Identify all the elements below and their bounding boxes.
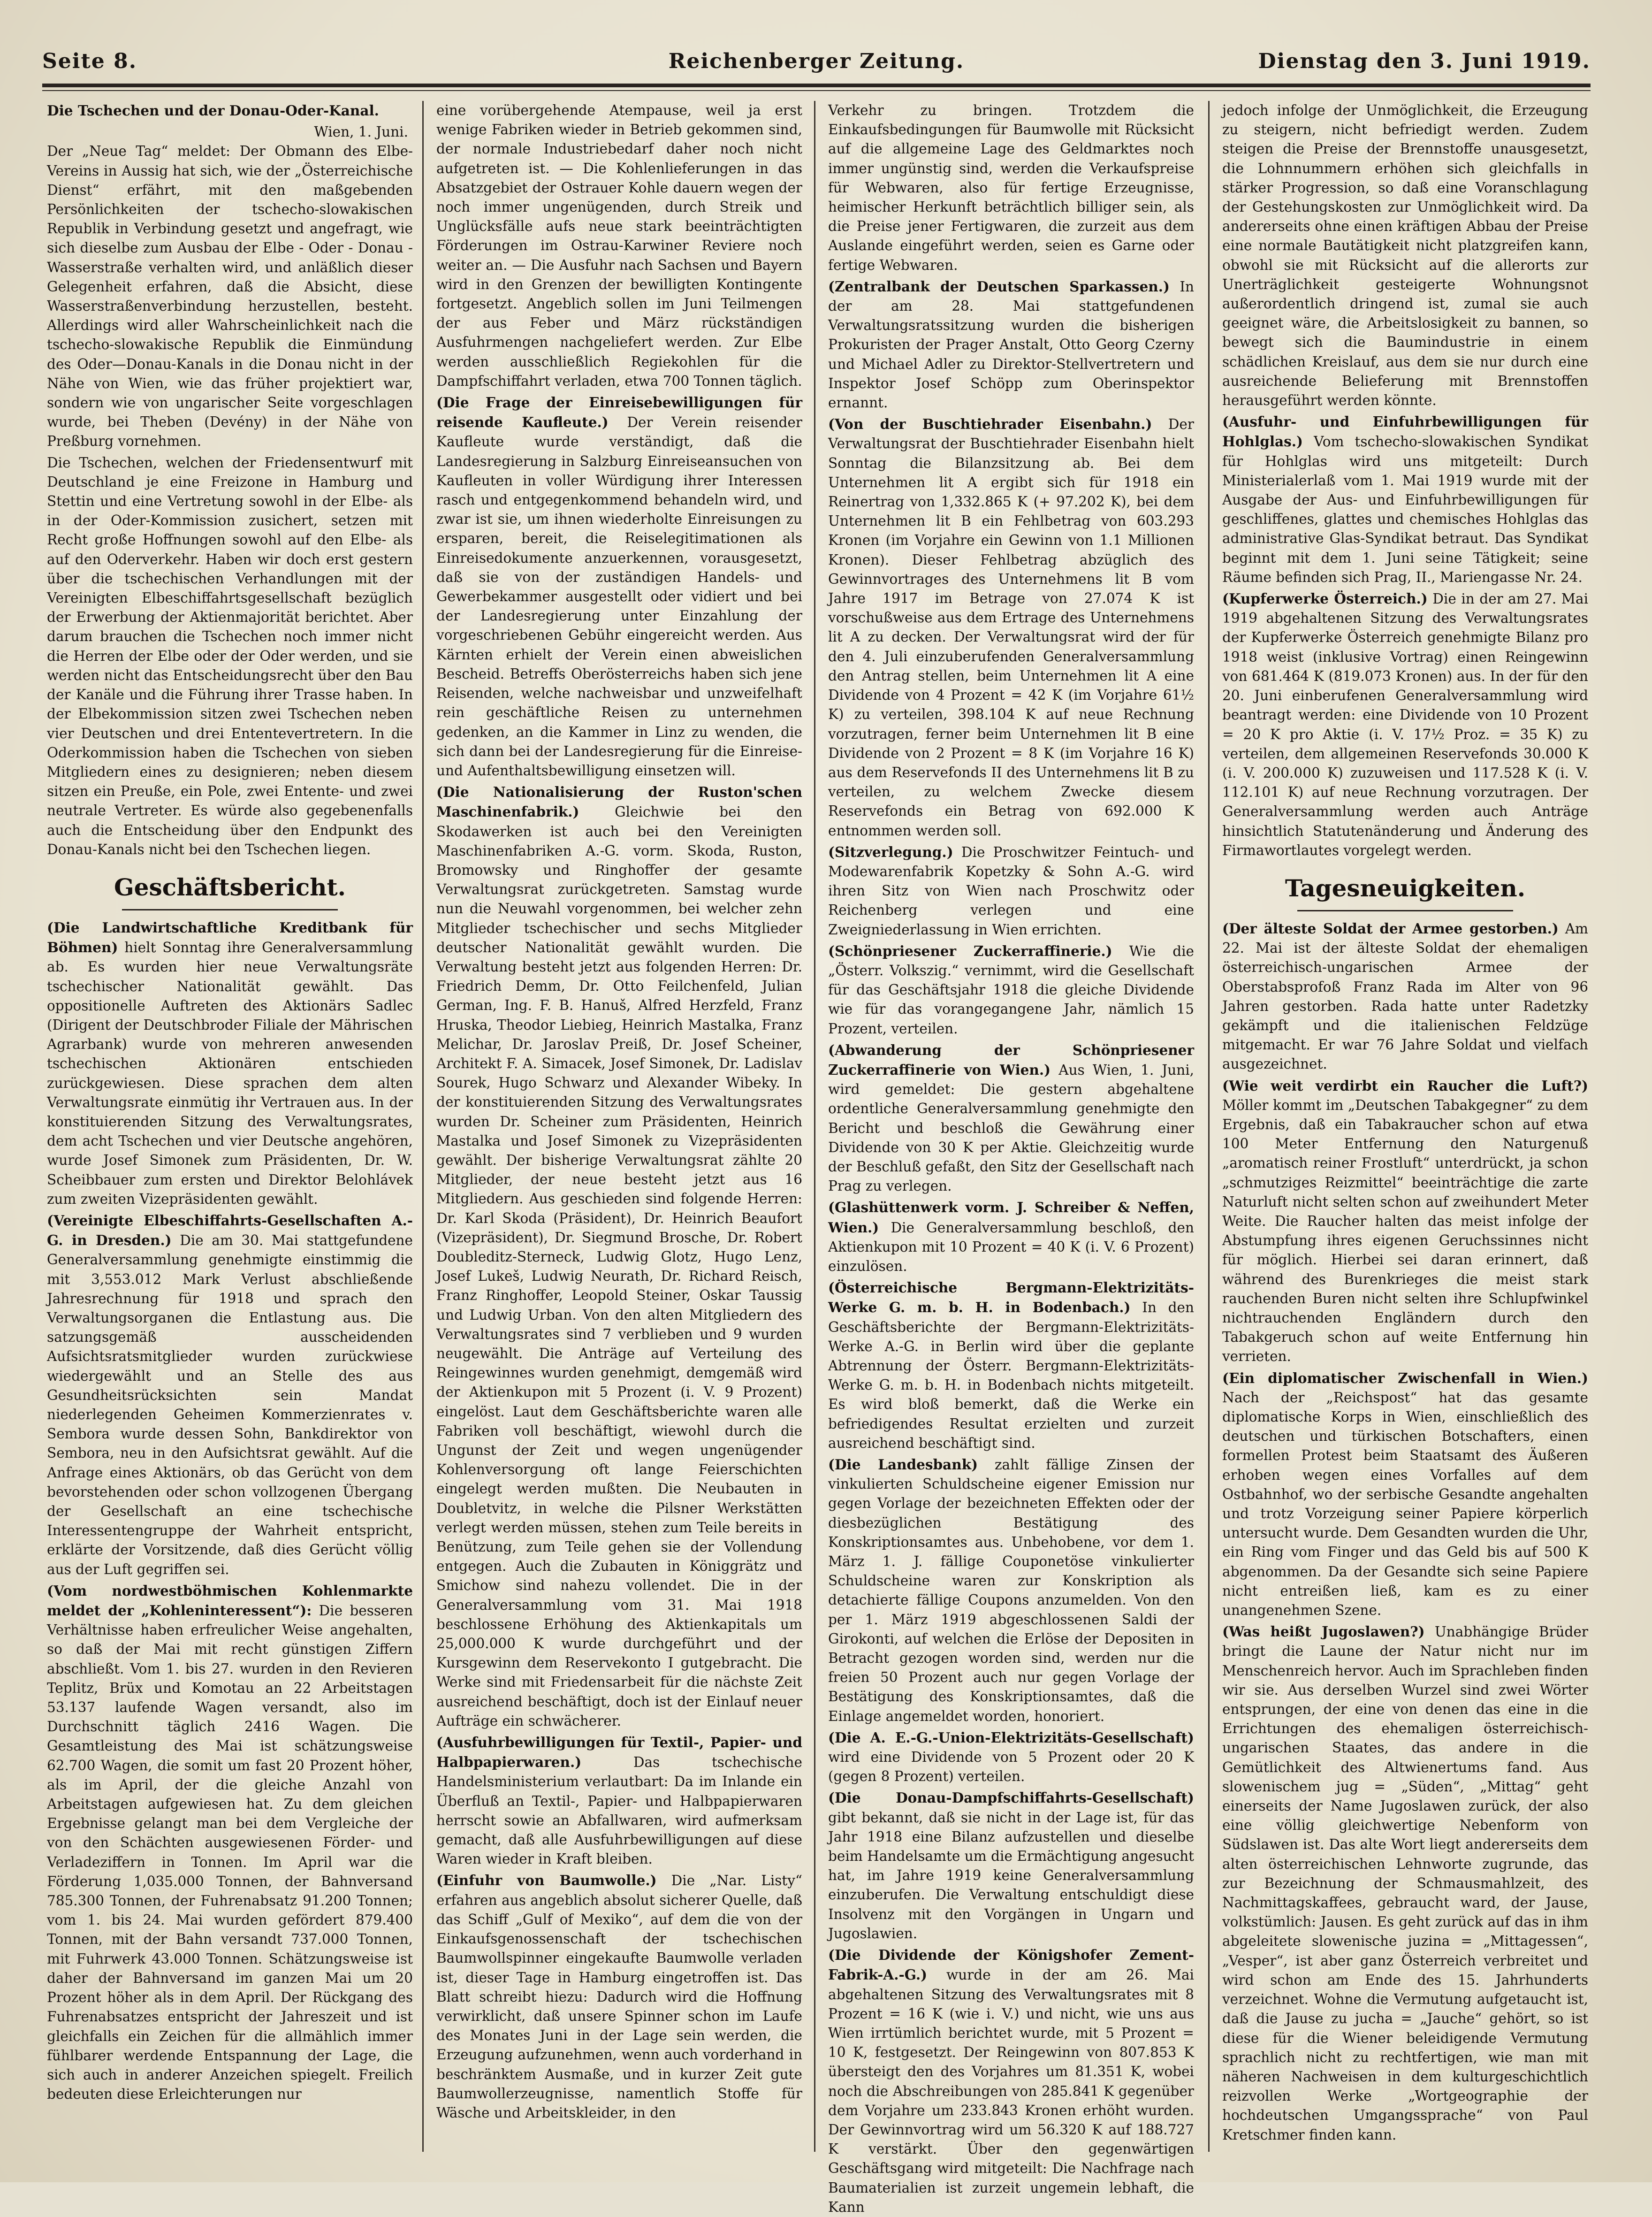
news-item-body: Die in der am 27. Mai 1919 abgehaltenen Sitzung des Verwaltungsrates der Kupferwerke Österreich genehmigte Bilanz pro 1918 weist (inklusive Vortrag) einen Reingewinn von 681.464 K (819.073 Kronen) aus. In der für den 20. Juni einberufenen Generalversammlung wird beantragt werden: eine Dividende von 10 Prozent = 20 K pro Aktie (i. V. 17½ Proz. = 35 K) zu verteilen, dem allgemeinen Reservefonds 30.000 K (i. V. 200.000 K) zuzuweisen und 117.528 K (i. V. 112.101 K) auf neue Rechnung vorzutragen. Der Generalversammlung werden auch Anträge hinsichtlich Statutenänderung und Änderung des Firmawortlautes vorgelegt werden. [1222,591,1589,858]
article-paragraph: eine vorübergehende Atempause, weil ja erst wenige Fabriken wieder in Betrieb gekommen sind, der normale Industriebedarf daher noch nicht aufgetreten ist. — Die Kohlenlieferungen in das Absatzgebiet der Ostrauer Kohle dauern wegen der noch immer ungenügenden, durch Streik und Unglücksfälle aufs neue stark beeinträchtigten Förderungen im Ostrau-Karwiner Reviere noch weiter an. — Die Ausfuhr nach Sachsen und Bayern wird in den Grenzen der bewilligten Kontingente fortgesetzt. Angeblich sollen im Juni Teilmengen der aus Feber und März rückständigen Ausfuhrmengen nachgeliefert werden. Zur Elbe werden ausschließlich Regiekohlen für die Dampfschiffahrt verladen, etwa 700 Tonnen täglich. [436,102,802,389]
news-item-title: (Österreichische Bergmann-Elektrizitäts-Werke G. m. b. H. in Bodenbach.) [828,1279,1194,1316]
news-item-title: (Schönpriesener Zuckerraffinerie.) [828,942,1112,959]
news-item-body: Die am 30. Mai stattgefundene Generalversammlung genehmigte einstimmig die mit 3,553.012 Mark Verlust abschließende Jahresrechnung für 1918 und sprach den Verwaltungsorganen die Entlastung aus. Die satzungsgemäß ausscheidenden Aufsichtsratsmitglieder wurden zurückwiese wiedergewählt und an Stelle des aus Gesundheitsrücksichten sein Mandat niederlegenden Geheimen Kommerzienrates v. Sembora wurde dessen Sohn, Bankdirektor von Sembora, neu in den Aufsichtsrat gewählt. Auf die Anfrage eines Aktionärs, ob das Gerücht von dem bevorstehenden oder schon vollzogenen Übergang der Gesellschaft an eine tschechische Interessentengruppe der Wahrheit entspricht, erklärte der Vorsitzende, daß dies Gerücht völlig aus der Luft gegriffen sei. [47,1232,413,1577]
section-heading: Geschäftsbericht. [114,873,346,901]
issue-date: Dienstag den 3. Juni 1919. [1258,49,1591,73]
column-4 [1222,101,1588,2152]
news-item-body: wird eine Dividende von 5 Prozent oder 20 K (gegen 8 Prozent) verteilen. [828,1749,1194,1785]
column-3 [828,101,1195,2215]
news-item-body: Die Proschwitzer Feintuch- und Modewarenfabrik Kopetzky & Sohn A.-G. wird ihren Sitz von Wien nach Proschwitz oder Reichenberg verlegen und eine Zweigniederlassung in Wien errichten. [828,844,1194,938]
news-item [1222,589,1588,860]
news-item-title: (Zentralbank der Deutschen Sparkassen.) [828,278,1170,295]
news-item-body: Wie die „Österr. Volkszig.“ vernimmt, wird die Gesellschaft für das Geschäftsjahr 1918 die gleiche Dividende wie für das vorangegangene Jahr, nämlich 15 Prozent, verteilen. [828,943,1194,1037]
dateline: Wien, 1. Juni. [314,124,408,140]
news-item-title: (Glashüttenwerk vorm. J. Schreiber & Neffen, Wien.) [828,1199,1194,1236]
news-item-body: In den Geschäftsberichte der Bergmann-Elektrizitäts-Werke A.-G. in Berlin wird über die geplante Abtrennung der Österr. Bergmann-Elektrizitäts-Werke G. m. b. H. in Bodenbach nichts mitgeteilt. Es wird bloß bemerkt, daß die Werke ein befriedigendes Resultat erzielten und zurzeit ausreichend beschäftigt sind. [828,1300,1195,1451]
page-number: Seite 8. [42,49,137,73]
column-1 [47,101,413,2152]
news-item [1222,1622,1588,2144]
news-item [47,918,413,1209]
news-item-title: (Die Frage der Einreisebewilligungen für reisende Kaufleute.) [436,394,802,431]
news-item-body: Gleichwie bei den Skodawerken ist auch bei den Vereinigten Maschinenfabriken A.-G. vorm. Skoda, Ruston, Bromowsky und Ringhoffer der gesamte Verwaltungsrat zurückgetreten. Samstag wurde nun die Neuwahl vorgenommen, bei welcher zehn Mitglieder tschechischer und sechs Mitglieder deutscher Nationalität gewählt wurden. Die Verwaltung besteht jetzt aus folgenden Herren: Dr. Friedrich Demm, Dr. Otto Feilchenfeld, Julian German, Ing. F. B. Hanuš, Alfred Herzfeld, Franz Hruska, Theodor Liebieg, Heinrich Mastalka, Franz Melichar, Dr. Jaroslav Preiß, Dr. Josef Scheiner, Architekt F. A. Simacek, Josef Simonek, Dr. Ladislav Sourek, Hugo Schwarz und Alexander Wibeky. In der konstituierenden Sitzung des Verwaltungsrates wurden Dr. Scheiner zum Präsidenten, Heinrich Mastalka und Josef Simonek zu Vizepräsidenten gewählt. Der bisherige Verwaltungsrat zählte 20 Mitglieder, der neue besteht jetzt aus 16 Mitgliedern. Aus geschieden sind folgende Herren: Dr. Karl Skoda (Präsident), Dr. Heinrich Beaufort (Vizepräsident), Dr. Siegmund Brosche, Dr. Robert Doubleditz-Sterneck, Ludwig Glotz, Hugo Lenz, Josef Lukeš, Ludwig Neurath, Dr. Richard Reisch, Franz Ringhoffer, Leopold Steiner, Oskar Taussig und Ludwig Urban. Von den alten Mitgliedern des Verwaltungsrates sind 7 verblieben und 9 wurden neugewählt. Die Anträge auf Verteilung des Reingewinnes wurden genehmigt, demgemäß wird der Aktienkupon mit 5 Prozent (i. V. 9 Prozent) eingelöst. Laut dem Geschäftsberichte waren alle Fabriken voll beschäftigt, wiewohl durch die Ungunst der Zeit und wegen ungenügender Kohlenversorgung oft lange Feierschichten eingelegt werden mußten. Die Neubauten in Doubletvitz, in welche die Pilsner Werkstätten verlegt werden müssen, stehen zum Teile bereits in Benützung, zum Teile gehen sie der Vollendung entgegen. Auch die Zubauten in Königgrätz und Smichow sind nahezu vollendet. Die in der Generalversammlung vom 31. Mai 1918 beschlossene Erhöhung des Aktienkapitals um 25,000.000 K wurde durchgeführt und der Kursgewinn dem Reservekonto I gutgebracht. Die Werke sind mit Friedensarbeit für die nächste Zeit ausreichend beschäftigt, doch ist der Einlauf neuer Aufträge ein schwächerer. [436,804,802,1729]
news-item [828,941,1194,1039]
news-item [1222,1076,1588,1367]
column-divider [1208,101,1210,2152]
news-item-title: (Ausfuhrbewilligungen für Textil-, Papier- und Halbpapierwaren.) [436,1734,802,1771]
news-item [828,842,1194,940]
news-item-body: Unabhängige Brüder bringt die Laune der Natur nicht nur im Menschenreich hervor. Auch im Sprachleben finden wir sie. Aus derselben Wurzel sind zwei Wörter entsprungen, der eine von denen das eine in die Errichtungen des ehemaligen österreichisch-ungarischen Staates, das andere in die Gemütlichkeit des Altwienertums fand. Aus slowenischem jug = „Süden“, „Mittag“ geht einerseits der Name Jugoslawen zurück, der also eine völlig gleichwertige Nebenform von Südslawen ist. Das alte Wort liegt andererseits dem alten österreichischen Lehnworte zugrunde, das zur Bezeichnung der Schmausmahlzeit, des Nachmittagskaffees, gebraucht ward, der Jause, volkstümlich: Jausen. Es geht zurück auf das in ihm abgeleitete slowenische juzina = „Mittagessen“, „Vesper“, ist aber ganz Österreich verbreitet und wird schon am Ende des 15. Jahrhunderts verzeichnet. Wohne die Vermutung aufgetaucht ist, daß die Jause zu jucha = „Jauche“ gehört, so ist diese für die Wiener beleidigende Vermutung sprachlich nicht zu rechtfertigen, wie man mit näheren Nachweisen in dem kulturgeschichtlich reizvollen Werke „Wortgeographie der hochdeutschen Umgangssprache“ von Paul Kretschmer finden kann. [1222,1624,1588,2143]
news-item-body: Vom tschecho-slowakischen Syndikat für Hohlglas wird uns mitgeteilt: Durch Ministerialerlaß vom 1. Mai 1919 wurde mit der Ausgabe der Aus- und Einfuhrbewilligungen für geschliffenes, glattes und chemisches Hohlglas das administrative Glas-Syndikat betraut. Das Syndikat beginnt mit dem 1. Juni seine Tätigkeit; seine Räume befinden sich Prag, II., Mariengasse Nr. 24. [1222,434,1588,585]
news-item-body: Die „Nar. Listy“ erfahren aus angeblich absolut sicherer Quelle, daß das Schiff „Gulf of Mexiko“, auf dem die von der Einkaufsgenossenschaft der tschechischen Baumwollspinner eingekaufte Baumwolle verladen ist, dieser Tage in Hamburg eingetroffen ist. Das Blatt schreibt hiezu: Dadurch wird die Hoffnung verwirklicht, daß unsere Spinner schon im Laufe des Monates Juni in der Lage sein werden, die Erzeugung aufzunehmen, wenn auch vorderhand in beschränktem Ausmaße, und in kurzer Zeit gute Baumwollerzeugnisse, namentlich Stoffe für Wäsche und Arbeitskleider, in den [436,1873,802,2121]
newspaper-title: Reichenberger Zeitung. [668,49,965,73]
news-item-title: (Was heißt Jugoslawen?) [1222,1623,1425,1640]
news-item-title: (Abwanderung der Schönpriesener Zuckerraffinerie von Wien.) [828,1041,1194,1078]
news-item [828,1455,1194,1726]
news-item [436,1871,802,2123]
section-heading: Tagesneuigkeiten. [1285,874,1526,902]
news-item-body: Die besseren Verhältnisse haben erfreulicher Weise angehalten, so daß der Mai mit recht günstigen Ziffern abschließt. Vom 1. bis 27. wurden in den Revieren Teplitz, Brüx und Komotau an 22 Arbeitstagen 53.137 laufende Wagen versandt, also im Durchschnitt täglich 2416 Wagen. Die Gesamtleistung des Mai ist schätzungsweise 62.700 Wagen, die somit um fast 20 Prozent höher, als im April, der die gleiche Anzahl von Arbeitstagen aufgewiesen hat. Zu dem gleichen Ergebnisse gelangt man bei dem Vergleiche der von den Schächten ausgewiesenen Förder- und Verladeziffern in Tonnen. Im April war die Förderung 1,035.000 Tonnen, der Bahnversand 785.300 Tonnen, der Fuhrenabsatz 91.200 Tonnen; vom 1. bis 24. Mai wurden gefördert 879.400 Tonnen, mit der Bahn versandt 737.000 Tonnen, mit Fuhrwerk 43.000 Tonnen. Schätzungsweise ist daher der Bahnversand im ganzen Mai um 20 Prozent höher als in dem April. Der Rückgang des Fuhrenabsatzes entspricht der Jahreszeit und ist gleichfalls ein Zeichen für die allmählich immer fühlbarer werdende Entspannung der Lage, die sich auch in anderer Anzeichen spiegelt. Freilich bedeuten diese Erleichterungen nur [47,1603,413,2102]
heading-rule [122,909,338,910]
news-item-title: (Wie weit verdirbt ein Raucher die Luft?) [1222,1077,1588,1094]
news-item-title: (Von der Buschtiehrader Eisenbahn.) [828,416,1152,433]
news-item-title: (Vereinigte Elbeschiffahrts-Gesellschaften A.-G. in Dresden.) [47,1212,413,1249]
column-divider [422,101,424,2152]
news-item [436,393,802,780]
news-item-title: (Die Landesbank) [828,1456,978,1473]
news-item-body: Das tschechische Handelsministerium verlautbart: Da im Inlande ein Überfluß an Textil-, Papier- und Halbpapierwaren herrscht sowie an Abfallwaren, wird aufmerksam gemacht, daß alle Ausfuhrbewilligungen auf diese Waren wieder in Kraft bleiben. [436,1754,802,1867]
article-paragraph: jedoch infolge der Unmöglichkeit, die Erzeugung zu steigern, nicht befriedigt werden. Zudem steigen die Preise der Brennstoffe unausgesetzt, die Lohnnummern erhöhen sich gleichfalls in stärker Progression, so daß eine Voranschlagung der Gestehungskosten zur Unmöglichkeit wird. Da andererseits ohne einen kräftigen Abbau der Preise eine normale Bautätigkeit nicht platzgreifen kann, obwohl sie mit Rücksicht auf die allerorts zur Unerträglichkeit gesteigerte Wohnungsnot außerordentlich dringend ist, zumal sie auch geeignet wäre, die Arbeitslosigkeit zu bannen, so bewegt sich die Baumindustrie in einem schädlichen Kreislauf, aus dem sie nur durch eine ausreichende Belieferung mit Brennstoffen herausgeführt werden könnte. [1222,102,1588,409]
news-item-body: Nach der „Reichspost“ hat das gesamte diplomatische Korps in Wien, einschließlich des deutschen und türkischen Botschafters, einen formellen Protest beim Staatsamt des Äußeren erhoben wegen eines Vorfalles auf dem Ostbahnhof, wo der serbische Gesandte angehalten und trotz Vorzeigung seiner Papiere körperlich untersucht wurde. Dem Gesandten wurden die Uhr, ein Ring vom Finger und das Geld bis auf 500 K abgenommen. Da der Gesandte sich seine Papiere nicht entreißen ließ, kam es zu einer unangenehmen Szene. [1222,1389,1588,1619]
news-item-title: (Die A. E.-G.-Union-Elektrizitäts-Gesellschaft) [828,1729,1194,1746]
article-paragraph: Die Tschechen, welchen der Friedensentwurf mit Deutschland je eine Freizone in Hamburg und Stettin und eine Vertretung sowohl in der Elbe- als in der Oder-Kommission zusichert, setzen mit Recht große Hoffnungen sowohl auf den Elbe- als auf den Oderverkehr. Haben wir doch erst gestern über die tschechischen Verhandlungen mit der Vereinigten Elbeschiffahrtsgesellschaft bezüglich der Erwerbung der Aktienmajorität berichtet. Aber darum brauchen die Tschechen noch immer nicht die Herren der Elbe oder der Oder werden, und sie werden nicht das Entscheidungsrecht über den Bau der Kanäle und die Führung ihrer Trasse haben. In der Elbekommission sitzen zwei Tschechen neben vier Deutschen und drei Ententevertretern. In die Oderkommission haben die Tschechen von sieben Mitgliedern eines zu designieren; neben diesem sitzen ein Preuße, ein Pole, zwei Entente- und zwei neutrale Vertreter. Es würde also gegebenenfalls auch die Entscheidung über den Endpunkt des Donau-Kanals nicht bei den Tschechen liegen. [47,454,413,857]
news-item-body: wurde in der am 26. Mai abgehaltenen Sitzung des Verwaltungsrates mit 8 Prozent = 16 K (wie i. V.) und nicht, wie uns aus Wien irrtümlich berichtet wurde, mit 5 Prozent = 10 K, festgesetzt. Der Reingewinn von 807.853 K übersteigt den des Vorjahres um 81.351 K, wobei noch die Abschreibungen von 285.841 K gegenüber dem Vorjahre um 233.843 Kronen erhöht wurden. Der Gewinnvortrag wird um 56.320 K auf 188.727 K verstärkt. Über den gegenwärtigen Geschäftsgang wird mitgeteilt: Die Nachfrage nach Baumaterialien ist zurzeit ungemein lebhaft, die Kann [828,1967,1194,2215]
article-title [47,101,413,121]
news-item-title: (Einfuhr von Baumwolle.) [436,1872,657,1889]
news-item [47,1211,413,1579]
news-item [1222,919,1588,1074]
article-paragraph: Der „Neue Tag“ meldet: Der Obmann des Elbe-Vereins in Aussig hat sich, wie der „Österreichische Dienst“ erfährt, mit den maßgebenden Persönlichkeiten der tschecho-slowakischen Republik in Verbindung gesetzt und angefragt, wie sich dieselbe zum Ausbau der Elbe - Oder - Donau - Wasserstraße verhalten wird, und anläßlich dieser Gelegenheit erfahren, daß die Absicht, diese Wasserstraßenverbindung herzustellen, besteht. Allerdings wird aller Wahrscheinlichkeit nach die tschecho-slowakische Republik die Einmündung des Oder—Donau-Kanals in die Donau nicht in der Nähe von Wien, wie das früher projektiert war, sondern wie von ungarischer Seite vorgeschlagen wurde, bei Theben (Devény) in der Nähe von Preßburg vornehmen. [47,143,413,450]
news-item [1222,1368,1588,1621]
news-item-body: gibt bekannt, daß sie nicht in der Lage ist, für das Jahr 1918 eine Bilanz aufzustellen und dieselbe beim Handelsamte um die Ermächtigung angesucht hat, im Jahre 1919 keine Generalversammlung einzuberufen. Die Verwaltung entschuldigt diese Insolvenz mit den Vorgängen in Ungarn und Jugoslawien. [828,1809,1194,1942]
article-headline: Die Tschechen und der Donau-Oder-Kanal. [47,102,379,119]
news-item-title: (Der älteste Soldat der Armee gestorben.) [1222,920,1559,937]
news-item-body: Der Verwaltungsrat der Buschtiehrader Eisenbahn hielt Sonntag die Bilanzsitzung ab. Bei dem Unternehmen lit A ergibt sich für 1918 ein Reinertrag von 1,332.865 K (+ 97.202 K), bei dem Unternehmen lit B ein Fehlbetrag von 603.293 Kronen (im Vorjahre ein Gewinn von 1.1 Millionen Kronen). Dieser Fehlbetrag abzüglich des Gewinnvortrages des Unternehmens lit B vom Jahre 1917 im Betrage von 27.074 K ist vorschußweise aus dem Ertrage des Unternehmens lit A zu decken. Der Verwaltungsrat wird der für den 4. Juli einzuberufenden Generalversammlung den Antrag stellen, beim Unternehmen lit A eine Dividende von 4 Prozent = 42 K (im Vorjahre 61½ K) zu verteilen, 398.104 K auf neue Rechnung vorzutragen, ferner beim Unternehmen lit B eine Dividende von 2 Prozent = 8 K (im Vorjahre 16 K) aus dem Reservefonds II des Unternehmens lit B zu verteilen, zu welchem Zwecke diesem Reservefonds ein Betrag von 692.000 K entnommen werden soll. [828,416,1194,839]
heading-rule [1297,910,1513,911]
header-rule [42,84,1591,87]
news-item-title: (Die Nationalisierung der Ruston'schen Maschinenfabrik.) [436,784,802,820]
news-item [47,1581,413,2104]
news-item [828,1945,1194,2217]
news-item [828,414,1194,840]
news-item-body: Möller kommt im „Deutschen Tabakgegner“ zu dem Ergebnis, daß ein Tabakraucher schon auf etwa 100 Meter Entfernung den Naturgenuß „aromatisch reiner Frostluft“ unterdrückt, ja schon „schmutziges Reizmittel“ beeinträchtige die zarte Naturluft nicht selten schon auf zweihundert Meter Weite. Die Raucher halten das meist infolge der Abstumpfung ihres eigenen Geruchssinnes nicht für möglich. Hierbei sei daran erinnert, daß während des Burenkrieges die meist stark rauchenden Buren nicht selten ihre Schlupfwinkel nichtrauchenden Engländern durch den Tabakgeruch schon auf weite Entfernung hin verrieten. [1222,1097,1588,1365]
news-item [828,1788,1194,1943]
news-item [1222,412,1588,587]
column-2 [436,101,802,2152]
news-item [828,1198,1194,1276]
news-item-body: hielt Sonntag ihre Generalversammlung ab. Es wurden hier neue Verwaltungsräte tschechischer Nationalität gewählt. Das oppositionelle Auftreten des Aktionärs Sadlec (Dirigent der Deutschbroder Filiale der Mährischen Agrarbank) wurde von mehreren anwesenden tschechischen Aktionären entschieden zurückgewiesen. Diese sprachen dem alten Verwaltungsrate einmütig ihr Vertrauen aus. In der konstituierenden Sitzung des Verwaltungsrates, dem acht Tschechen und vier Deutsche angehören, wurde Josef Simonek zum Präsidenten, Dr. W. Scheibbauer zum ersten und Direktor Belohlávek zum zweiten Vizepräsidenten gewählt. [47,940,413,1207]
column-divider [814,101,815,2152]
news-item [828,1278,1194,1453]
news-item-title: (Die Dividende der Königshofer Zement-Fabrik-A.-G.) [828,1947,1194,1983]
news-item-title: (Ausfuhr- und Einfuhrbewilligungen für Hohlglas.) [1222,413,1588,450]
news-item-body: Aus Wien, 1. Juni, wird gemeldet: Die gestern abgehaltene ordentliche Generalversammlung genehmigte den Bericht und beschloß die Gewährung einer Dividende von 30 K per Aktie. Gleichzeitig wurde der Beschluß gefaßt, den Sitz der Gesellschaft nach Prag zu verlegen. [828,1062,1195,1194]
news-item-title: (Sitzverlegung.) [828,843,953,860]
header-rule-thin [42,90,1591,91]
news-item-title: (Ein diplomatischer Zwischenfall in Wien.) [1222,1369,1588,1386]
news-item-title: (Die Donau-Dampfschiffahrts-Gesellschaft) [828,1789,1194,1806]
news-item [436,782,802,1731]
news-item-title: (Kupferwerke Österreich.) [1222,590,1428,607]
news-item-body: In der am 28. Mai stattgefundenen Verwaltungsratssitzung wurden die bisherigen Prokuristen der Prager Anstalt, Otto Georg Czerny und Michael Adler zu Direktor-Stellvertretern und Inspektor Josef Schöpp zum Oberinspektor ernannt. [828,278,1194,411]
news-item-body: Der Verein reisender Kaufleute wurde verständigt, daß die Landesregierung in Salzburg Einreiseansuchen von Kaufleuten in voller Würdigung ihrer Interessen rasch und entgegenkommend behandeln wird, und zwar ist sie, um ihnen wiederholte Einreisungen zu ersparen, bereit, die Reiselegitimationen als Einreisedokumente anzuerkennen, vorausgesetzt, daß sie von der zuständigen Handels- und Gewerbekammer ausgestellt oder vidiert und bei der Landesregierung unter Einzahlung der vorgeschriebenen Gebühr eingereicht werden. Aus Kärnten erhielt der Verein einen abweislichen Bescheid. Betreffs Oberösterreichs haben sich jene Reisenden, welche nachweisbar und unzweifelhaft rein geschäftliche Reisen zu unternehmen gedenken, an die Kammer in Linz zu wenden, die sich dann bei der Landesregierung für die Einreise- und Aufenthaltsbewilligung einsetzen will. [436,414,802,779]
news-item-body: Am 22. Mai ist der älteste Soldat der ehemaligen österreichisch-ungarischen Armee der Oberstabsprofoß Franz Rada im Alter von 96 Jahren gestorben. Rada hatte unter Radetzky gekämpft und die italienischen Feldzüge mitgemacht. Er war 76 Jahre Soldat und vielfach ausgezeichnet. [1222,920,1588,1072]
news-item [828,277,1194,413]
news-item [828,1040,1194,1196]
news-item [828,1728,1194,1787]
news-item-title: (Die Landwirtschaftliche Kreditbank für Böhmen) [47,919,413,956]
news-item-body: zahlt fällige Zinsen der vinkulierten Schuldscheine eigener Emission nur gegen Vorlage der bezeichneten Effekten oder der diesbezüglichen Bestätigung des Konskriptionsamtes aus. Unbehobene, vor dem 1. März 1. J. fällige Couponetöse vinkulierter Schuldscheine waren zur Konskription als detachierte fällige Coupons anzumelden. Von den per 1. März 1919 abgeschlossenen Saldi der Girokonti, auf welchen die Erlöse der Depositen in Betracht gezogen worden sind, werden nur die freien 50 Prozent auch nur gegen Vorlage der Bestätigung des Konskriptionsamtes, daß die Einlage angemeldet worden, honoriert. [828,1457,1194,1724]
news-item-body: Die Generalversammlung beschloß, den Aktienkupon mit 10 Prozent = 40 K (i. V. 6 Prozent) einzulösen. [828,1219,1194,1274]
article-paragraph: Verkehr zu bringen. Trotzdem die Einkaufsbedingungen für Baumwolle mit Rücksicht auf die allgemeine Lage des Geldmarktes noch immer ungünstig sind, werden die Verkaufspreise für Webwaren, also für fertige Erzeugnisse, heimischer Herkunft beträchtlich billiger sein, als die Preise jener Fertigwaren, die zurzeit aus dem Auslande eingeführt werden, seien es Garne oder fertige Webwaren. [828,102,1194,273]
news-item [436,1733,802,1869]
news-item-title: (Vom nordwestböhmischen Kohlenmarkte meldet der „Kohleninteressent“): [47,1582,413,1619]
